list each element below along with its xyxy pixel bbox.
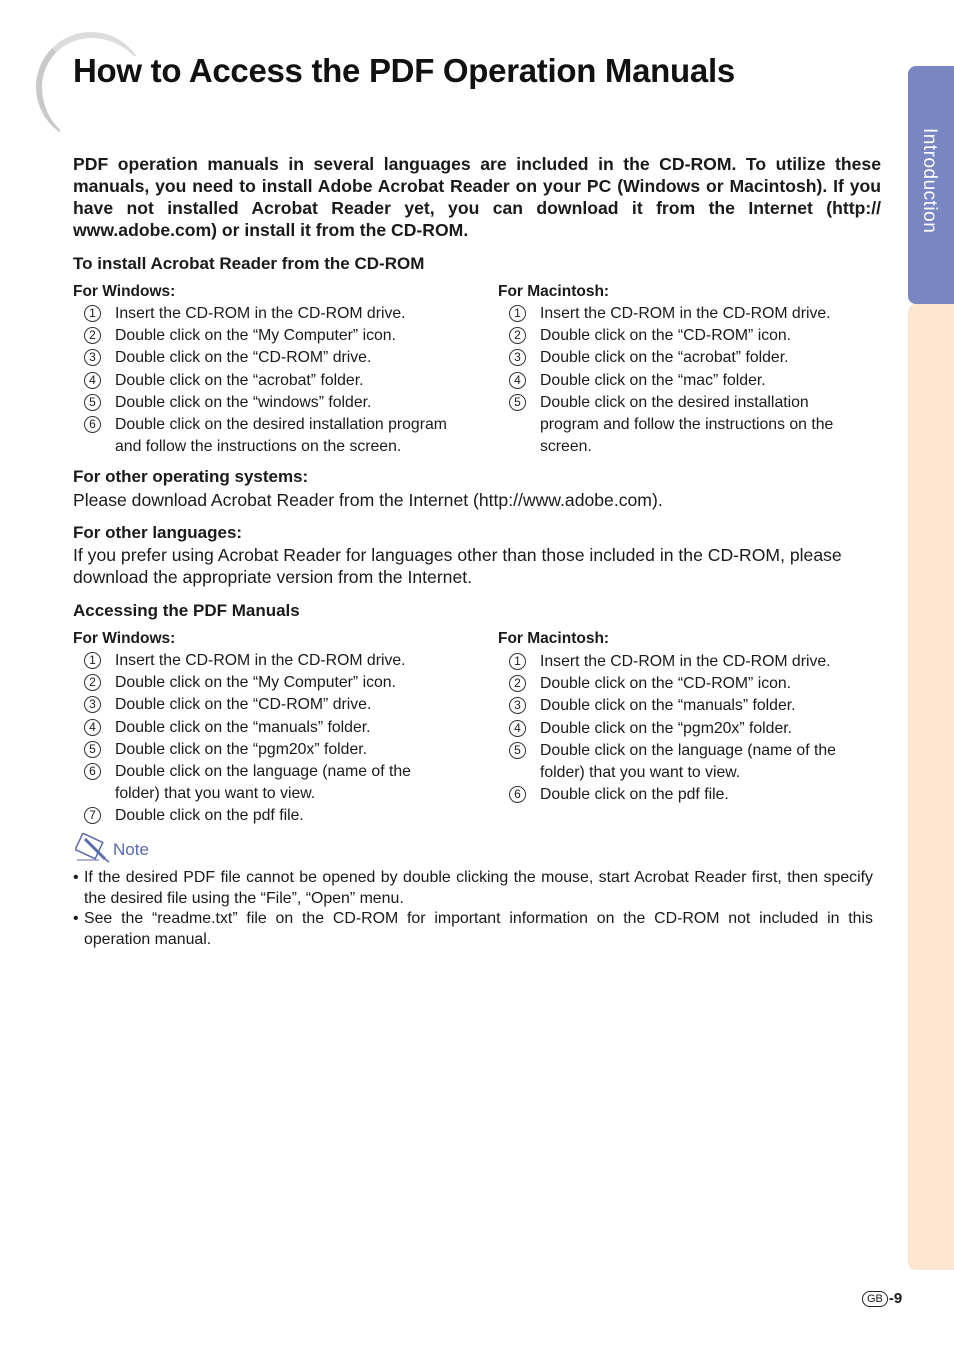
- step-text: Double click on the “CD-ROM” drive.: [115, 349, 372, 367]
- step-number-badge: 2: [84, 327, 101, 344]
- step-item: [498, 784, 878, 806]
- bullet-glyph: •: [73, 869, 79, 886]
- install-windows-heading: For Windows:: [73, 283, 176, 300]
- step-number-badge: 1: [84, 652, 101, 669]
- access-windows-steps: [73, 650, 453, 828]
- step-text: Insert the CD-ROM in the CD-ROM drive.: [115, 652, 406, 669]
- step-item: [498, 370, 868, 392]
- step-text: Double click on the “manuals” folder.: [115, 718, 371, 736]
- step-item: [498, 740, 878, 784]
- access-mac-steps: [498, 651, 878, 806]
- step-item: [73, 805, 453, 827]
- step-text: Double click on the “acrobat” folder.: [115, 371, 364, 389]
- step-text: Double click on the “CD-ROM” drive.: [115, 696, 372, 714]
- step-item: [498, 695, 878, 717]
- step-number-badge: 2: [509, 327, 526, 344]
- step-text: Double click on the desired installation program and follow the instructions on the screen.: [115, 416, 447, 456]
- step-text: Double click on the “manuals” folder.: [540, 697, 796, 715]
- step-item: [73, 392, 473, 414]
- step-number-badge: 6: [509, 786, 526, 803]
- step-number-badge: 5: [84, 741, 101, 758]
- step-item: [498, 347, 868, 369]
- install-mac-steps: [498, 303, 868, 458]
- page-number: [862, 1290, 902, 1307]
- step-number-badge: 3: [84, 349, 101, 366]
- step-number-badge: 1: [84, 305, 101, 322]
- step-number-badge: 5: [84, 394, 101, 411]
- step-item: [498, 325, 868, 347]
- step-item: [498, 392, 868, 459]
- step-number-badge: 3: [509, 349, 526, 366]
- step-text: Double click on the “acrobat” folder.: [540, 349, 789, 367]
- step-number-badge: 2: [84, 674, 101, 691]
- step-text: Double click on the “My Computer” icon.: [115, 327, 396, 345]
- step-number-badge: 4: [84, 719, 101, 736]
- step-number-badge: 1: [509, 305, 526, 322]
- note-pencil-icon: [75, 833, 111, 863]
- side-tab-label: Introduction: [919, 128, 940, 234]
- step-text: Double click on the “pgm20x” folder.: [115, 740, 368, 758]
- step-text: Double click on the “CD-ROM” icon.: [540, 327, 792, 345]
- step-item: [73, 303, 473, 325]
- step-text: Double click on the “mac” folder.: [540, 371, 766, 389]
- step-number-badge: 4: [84, 372, 101, 389]
- step-text: Double click on the pdf file.: [115, 807, 304, 825]
- step-text: Double click on the “CD-ROM” icon.: [540, 675, 792, 693]
- step-item: [73, 672, 453, 694]
- step-number-badge: 3: [509, 697, 526, 714]
- other-os-text: Please download Acrobat Reader from the Internet (http://www.adobe.com).: [73, 490, 663, 510]
- step-text: Double click on the “windows” folder.: [115, 393, 372, 411]
- step-item: [498, 718, 878, 740]
- step-item: [498, 673, 878, 695]
- step-text: Insert the CD-ROM in the CD-ROM drive.: [540, 653, 831, 670]
- access-mac-heading: For Macintosh:: [498, 630, 610, 647]
- step-item: [73, 370, 473, 392]
- step-text: Double click on the desired installation program and follow the instructions on the screen.: [540, 393, 834, 456]
- intro-paragraph: PDF operation manuals in several languages are included in the CD-ROM. To utilize these manuals, you need to install Adobe Acrobat Reader on your PC (Windows or Macintosh). If you have not installed Acrobat Reader yet, you can download it from the Internet (http:// www.adobe.com) or install it from the CD-ROM.: [73, 154, 881, 240]
- step-text: Double click on the “My Computer” icon.: [115, 674, 396, 692]
- note-item-text: If the desired PDF file cannot be opened by double clicking the mouse, start Acrobat Reader first, then specify the desired file using the “File”, “Open” menu.: [84, 869, 873, 907]
- step-number-badge: 3: [84, 696, 101, 713]
- step-text: Insert the CD-ROM in the CD-ROM drive.: [540, 305, 831, 322]
- step-number-badge: 6: [84, 763, 101, 780]
- step-item: [73, 414, 473, 458]
- bullet-glyph: •: [73, 910, 79, 927]
- step-text: Double click on the “pgm20x” folder.: [540, 719, 793, 737]
- note-item-text: See the “readme.txt” file on the CD-ROM for important information on the CD-ROM not included in this operation manual.: [84, 910, 873, 948]
- other-languages-text: If you prefer using Acrobat Reader for languages other than those included in the CD-ROM, please download the appropriate version from the Internet.: [73, 545, 842, 587]
- region-badge: GB: [862, 1291, 888, 1307]
- page-number-text: -9: [888, 1290, 903, 1307]
- note-label: Note: [113, 840, 149, 859]
- step-number-badge: 5: [509, 742, 526, 759]
- step-text: Double click on the language (name of the folder) that you want to view.: [115, 763, 411, 803]
- step-number-badge: 6: [84, 416, 101, 433]
- step-text: Double click on the language (name of the folder) that you want to view.: [540, 741, 836, 782]
- access-section-title: Accessing the PDF Manuals: [73, 601, 300, 620]
- step-item: [498, 303, 868, 325]
- side-bar: [908, 304, 954, 1270]
- step-item: [73, 761, 453, 805]
- install-windows-steps: [73, 303, 473, 458]
- step-item: [73, 694, 453, 716]
- install-section-title: To install Acrobat Reader from the CD-ROM: [73, 254, 425, 273]
- step-text: Insert the CD-ROM in the CD-ROM drive.: [115, 305, 406, 322]
- step-item: [73, 347, 473, 369]
- note-item: [73, 868, 873, 909]
- install-mac-heading: For Macintosh:: [498, 283, 610, 300]
- page-title: How to Access the PDF Operation Manuals: [73, 52, 735, 89]
- step-item: [498, 651, 878, 673]
- step-item: [73, 739, 453, 761]
- note-list: [73, 868, 873, 950]
- step-item: [73, 325, 473, 347]
- other-os-title: For other operating systems:: [73, 467, 309, 486]
- step-item: [73, 650, 453, 672]
- step-number-badge: 4: [509, 720, 526, 737]
- other-languages-title: For other languages:: [73, 523, 243, 542]
- step-number-badge: 4: [509, 372, 526, 389]
- step-number-badge: 5: [509, 394, 526, 411]
- step-number-badge: 1: [509, 653, 526, 670]
- step-number-badge: 2: [509, 675, 526, 692]
- step-text: Double click on the pdf file.: [540, 786, 729, 804]
- note-item: [73, 909, 873, 950]
- access-windows-heading: For Windows:: [73, 630, 176, 647]
- step-item: [73, 717, 453, 739]
- step-number-badge: 7: [84, 807, 101, 824]
